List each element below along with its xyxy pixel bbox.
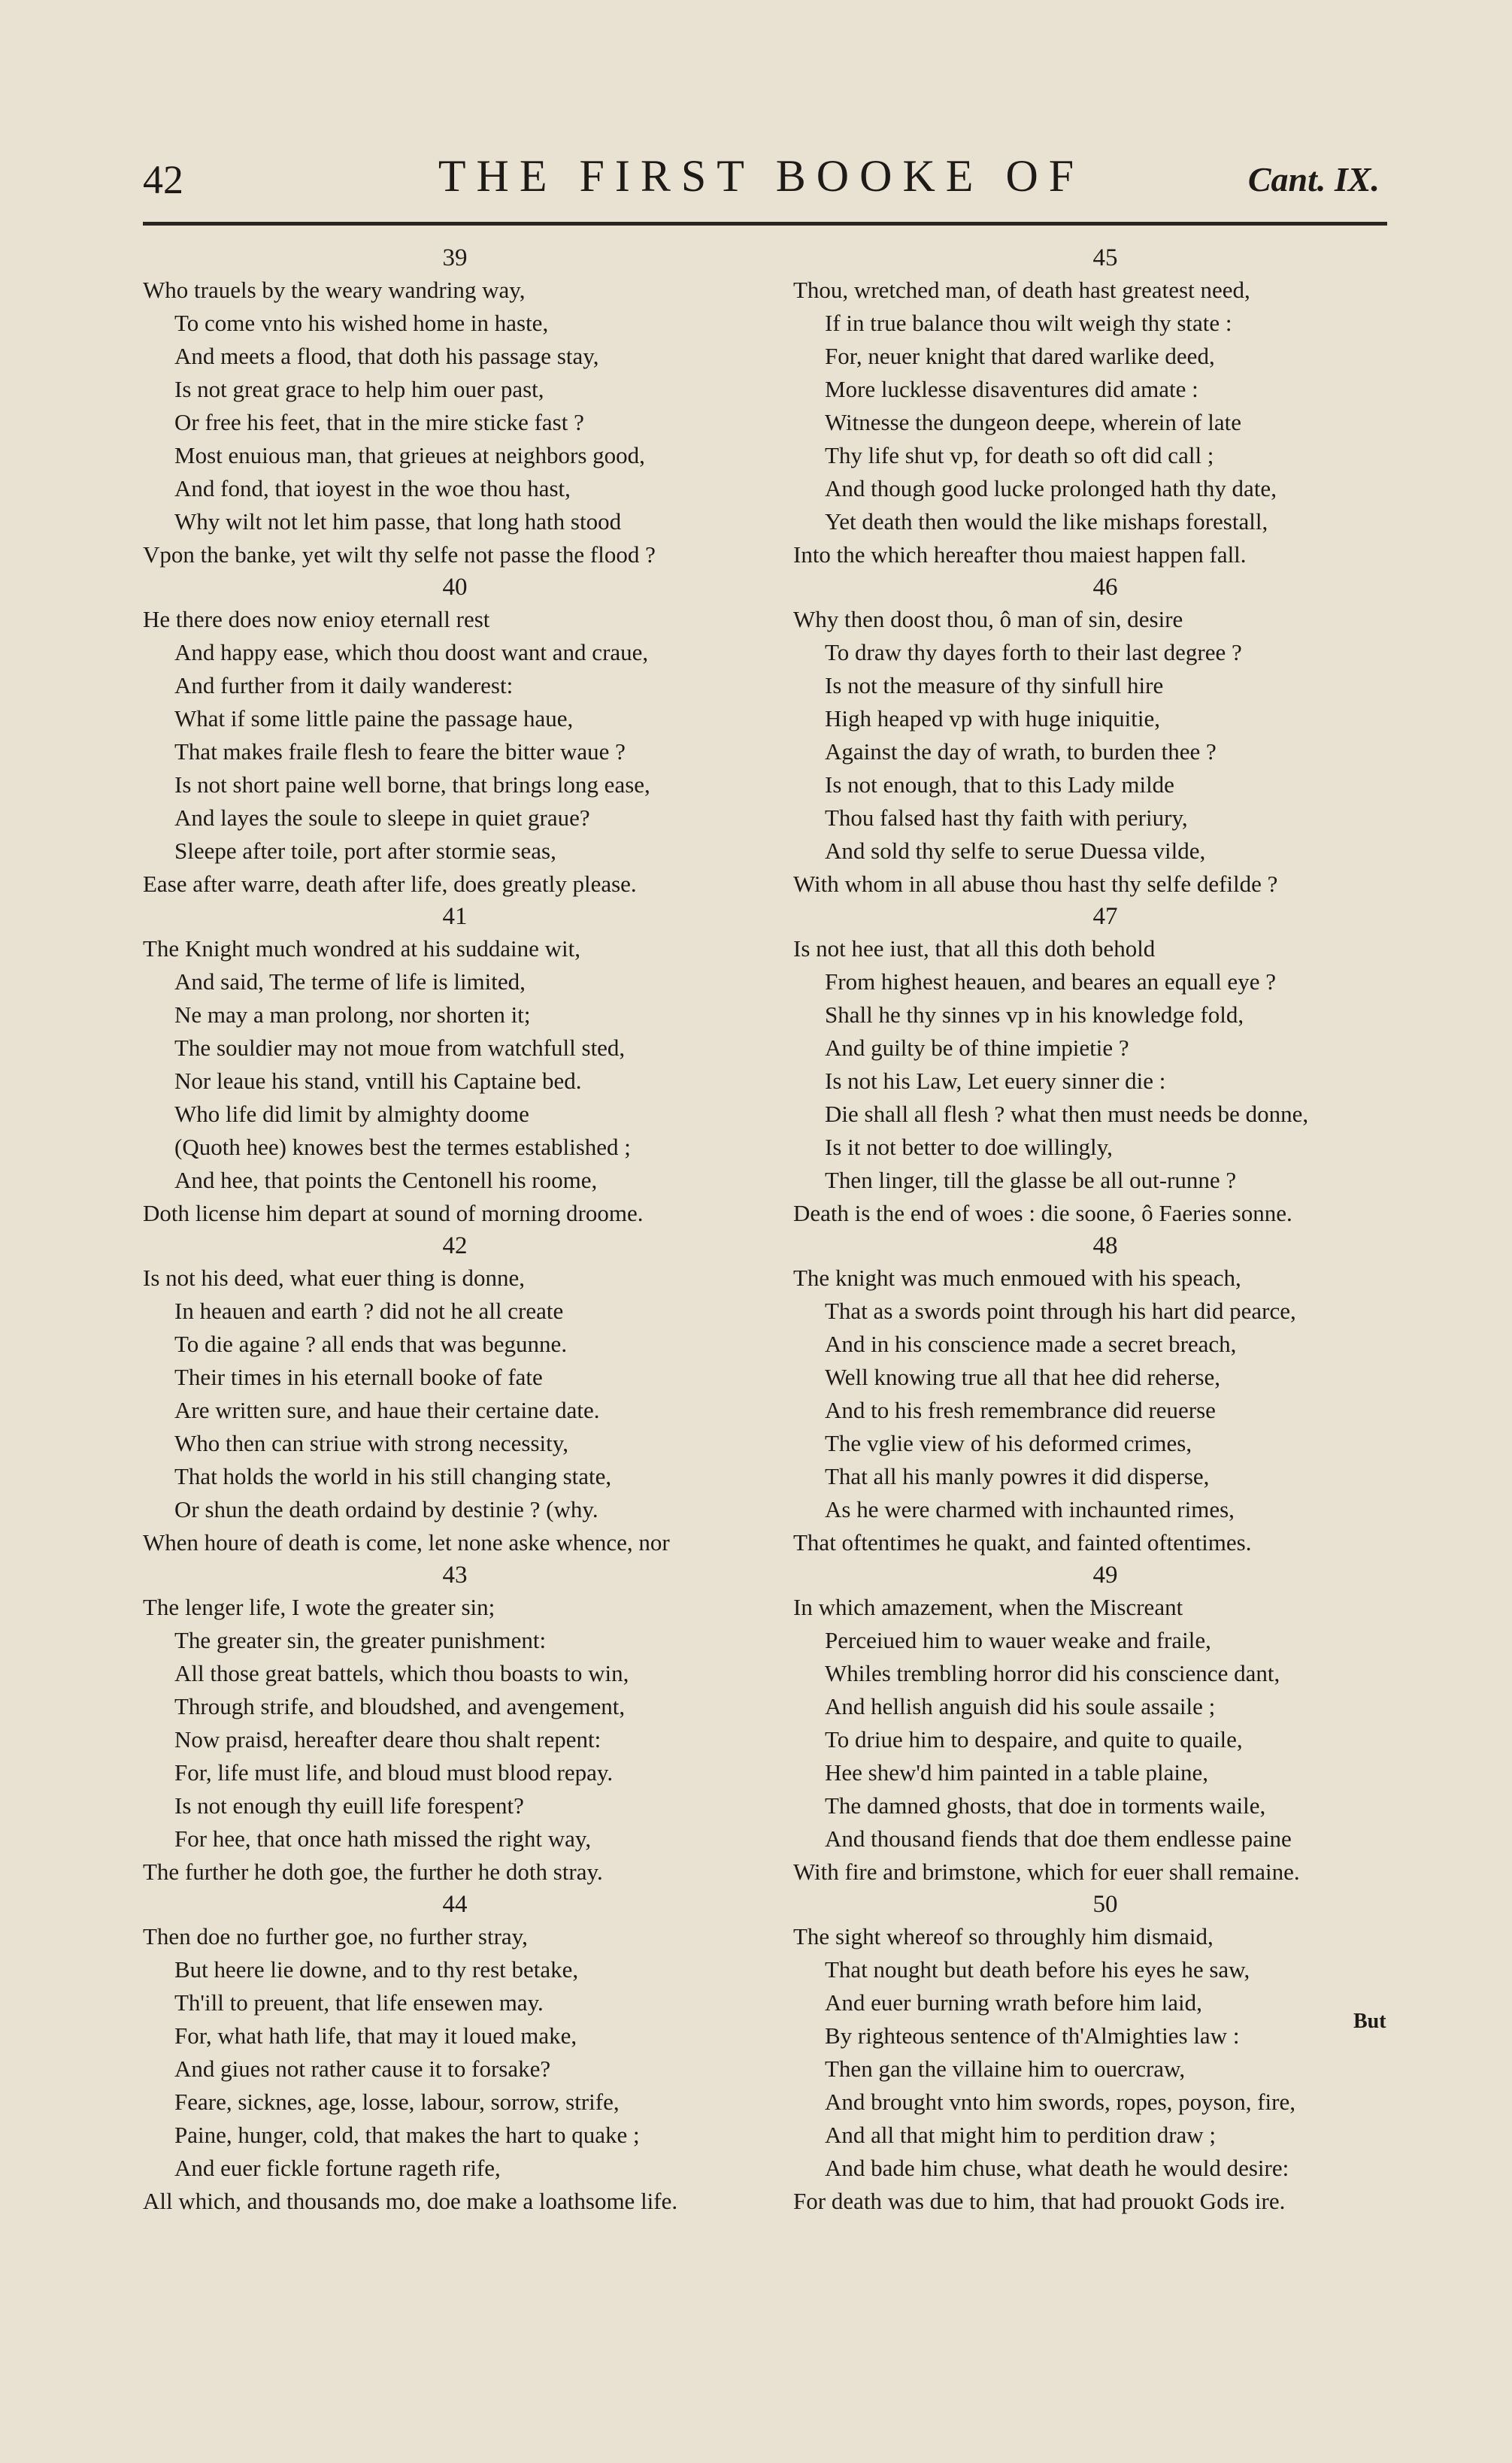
stanza-number: 39 — [442, 244, 468, 271]
verse-line: And fond, that ioyest in the woe thou hast, — [174, 475, 571, 501]
verse-line: If in true balance thou wilt weigh thy state : — [825, 310, 1232, 336]
verse-line: All those great battels, which thou boasts to win, — [174, 1660, 629, 1686]
verse-line: For, life must life, and bloud must blood repay. — [174, 1759, 614, 1786]
verse-line: Sleepe after toile, port after stormie seas, — [174, 838, 556, 864]
verse-line: Who then can striue with strong necessity, — [174, 1430, 569, 1456]
verse-line: The Knight much wondred at his suddaine wit, — [143, 935, 581, 962]
running-title: THE FIRST BOOKE OF — [438, 151, 1085, 201]
verse-line: Paine, hunger, cold, that makes the hart to quake ; — [174, 2122, 640, 2148]
verse-line: And euer fickle fortune rageth rife, — [174, 2155, 501, 2181]
verse-line: Well knowing true all that hee did reherse, — [825, 1364, 1221, 1390]
verse-line: For, neuer knight that dared warlike deed, — [825, 343, 1215, 369]
verse-line: And happy ease, which thou doost want and craue, — [174, 639, 649, 665]
verse-line: Thou falsed hast thy faith with periury, — [825, 804, 1188, 831]
verse-line: Into the which hereafter thou maiest happen fall. — [793, 541, 1247, 568]
verse-line: Witnesse the dungeon deepe, wherein of late — [825, 409, 1241, 435]
verse-line: To die againe ? all ends that was begunne. — [174, 1331, 568, 1357]
verse-line: All which, and thousands mo, doe make a loathsome life. — [143, 2188, 678, 2214]
verse-line: Is not great grace to help him ouer past, — [174, 376, 544, 402]
verse-line: Nor leaue his stand, vntill his Captaine bed. — [174, 1068, 582, 1094]
verse-line: Against the day of wrath, to burden thee ? — [825, 738, 1217, 765]
page-header — [143, 150, 1380, 211]
verse-line: Shall he thy sinnes vp in his knowledge fold, — [825, 1001, 1244, 1028]
stanza-number: 42 — [442, 1232, 468, 1259]
verse-line: That makes fraile flesh to feare the bitter waue ? — [174, 738, 626, 765]
verse-line: In heauen and earth ? did not he all create — [174, 1298, 564, 1324]
verse-line: For, what hath life, that may it loued make, — [174, 2022, 577, 2049]
verse-line: Why then doost thou, ô man of sin, desire — [793, 606, 1183, 632]
verse-line: The damned ghosts, that doe in torments waile, — [825, 1792, 1266, 1819]
verse-line: And all that might him to perdition draw ; — [825, 2122, 1217, 2148]
verse-line: To driue him to despaire, and quite to quaile, — [825, 1726, 1243, 1753]
stanza-number: 47 — [1092, 903, 1118, 930]
verse-line: Whiles trembling horror did his conscience dant, — [825, 1660, 1280, 1686]
stanza-number: 43 — [442, 1562, 468, 1589]
verse-line: More lucklesse disaventures did amate : — [825, 376, 1198, 402]
page-number: 42 — [143, 157, 183, 202]
verse-line: Who life did limit by almighty doome — [174, 1101, 529, 1127]
verse-line: Who trauels by the weary wandring way, — [143, 277, 526, 303]
verse-line: The sight whereof so throughly him dismaid, — [793, 1923, 1214, 1949]
verse-line: And euer burning wrath before him laid, — [825, 1989, 1202, 2016]
verse-line: As he were charmed with inchaunted rimes, — [825, 1496, 1235, 1522]
verse-line: Is not hee iust, that all this doth behold — [793, 935, 1156, 962]
verse-line: Hee shew'd him painted in a table plaine, — [825, 1759, 1209, 1786]
verse-line: When houre of death is come, let none aske whence, nor — [143, 1529, 670, 1556]
verse-line: Vpon the banke, yet wilt thy selfe not passe the flood ? — [143, 541, 656, 568]
verse-line: And thousand fiends that doe them endlesse paine — [825, 1825, 1292, 1852]
verse-line: The vglie view of his deformed crimes, — [825, 1430, 1192, 1456]
verse-line: Is not his deed, what euer thing is donne, — [143, 1265, 525, 1291]
verse-line: And in his conscience made a secret breach, — [825, 1331, 1237, 1357]
verse-line: The knight was much enmoued with his speach, — [793, 1265, 1241, 1291]
verse-line: Now praisd, hereafter deare thou shalt repent: — [174, 1726, 601, 1753]
verse-line: Yet death then would the like mishaps forestall, — [825, 508, 1268, 535]
verse-line: And guilty be of thine impietie ? — [825, 1035, 1129, 1061]
verse-line: And giues not rather cause it to forsake? — [174, 2056, 551, 2082]
catchword: But — [1353, 2010, 1386, 2033]
verse-line: That holds the world in his still changing state, — [174, 1463, 612, 1489]
verse-line: And brought vnto him swords, ropes, poyson, fire, — [825, 2089, 1295, 2115]
right-column — [793, 242, 1417, 2218]
left-column — [143, 242, 767, 2218]
verse-line: And layes the soule to sleepe in quiet graue? — [174, 804, 590, 831]
verse-line: In which amazement, when the Miscreant — [793, 1594, 1183, 1620]
verse-line: And hee, that points the Centonell his roome, — [174, 1167, 598, 1193]
stanza-number: 41 — [442, 903, 468, 930]
verse-line: He there does now enioy eternall rest — [143, 606, 490, 632]
stanza-number: 40 — [442, 574, 468, 601]
verse-line: The lenger life, I wote the greater sin; — [143, 1594, 495, 1620]
verse-line: The further he doth goe, the further he doth stray. — [143, 1859, 603, 1885]
canto-label: Cant. IX. — [1247, 160, 1380, 198]
verse-line: And hellish anguish did his soule assaile ; — [825, 1693, 1216, 1719]
verse-line: Why wilt not let him passe, that long hath stood — [174, 508, 622, 535]
verse-line: From highest heauen, and beares an equall eye ? — [825, 968, 1276, 995]
verse-line: With whom in all abuse thou hast thy selfe defilde ? — [793, 871, 1278, 897]
verse-line: Their times in his eternall booke of fate — [174, 1364, 543, 1390]
verse-line: That as a swords point through his hart did pearce, — [825, 1298, 1296, 1324]
verse-line: High heaped vp with huge iniquitie, — [825, 705, 1160, 732]
verse-line: Or free his feet, that in the mire sticke fast ? — [174, 409, 584, 435]
verse-line: Perceiued him to wauer weake and fraile, — [825, 1627, 1211, 1653]
verse-line: Ease after warre, death after life, does greatly please. — [143, 871, 637, 897]
verse-line: Through strife, and bloudshed, and avengement, — [174, 1693, 626, 1719]
verse-line: Then linger, till the glasse be all out-runne ? — [825, 1167, 1237, 1193]
verse-line: Or shun the death ordaind by destinie ? (why. — [174, 1496, 598, 1522]
stanza-number: 46 — [1092, 574, 1118, 601]
stanza-number: 45 — [1092, 244, 1118, 271]
verse-line: Thy life shut vp, for death so oft did call ; — [825, 442, 1214, 468]
verse-line: (Quoth hee) knowes best the termes established ; — [174, 1134, 631, 1160]
verse-line: That nought but death before his eyes he saw, — [825, 1956, 1250, 1983]
verse-line: But heere lie downe, and to thy rest betake, — [174, 1956, 579, 1983]
verse-line: Doth license him depart at sound of morning droome. — [143, 1200, 644, 1226]
verse-line: Ne may a man prolong, nor shorten it; — [174, 1001, 531, 1028]
verse-line: That all his manly powres it did disperse, — [825, 1463, 1210, 1489]
verse-line: That oftentimes he quakt, and fainted oftentimes. — [793, 1529, 1252, 1556]
verse-line: Then doe no further goe, no further stray, — [143, 1923, 528, 1949]
verse-line: And though good lucke prolonged hath thy date, — [825, 475, 1277, 501]
verse-line: With fire and brimstone, which for euer shall remaine. — [793, 1859, 1300, 1885]
verse-line: Is it not better to doe willingly, — [825, 1134, 1113, 1160]
verse-line: For death was due to him, that had prouokt Gods ire. — [793, 2188, 1286, 2214]
verse-line: The greater sin, the greater punishment: — [174, 1627, 547, 1653]
verse-line: And bade him chuse, what death he would desire: — [825, 2155, 1289, 2181]
verse-line: Feare, sicknes, age, losse, labour, sorrow, strife, — [174, 2089, 620, 2115]
stanza-number: 48 — [1092, 1232, 1118, 1259]
verse-line: Is not short paine well borne, that brings long ease, — [174, 771, 650, 798]
verse-line: Is not enough thy euill life forespent? — [174, 1792, 524, 1819]
verse-line: Are written sure, and haue their certaine date. — [174, 1397, 600, 1423]
stanza-number: 44 — [442, 1891, 468, 1918]
verse-line: And to his fresh remembrance did reuerse — [825, 1397, 1216, 1423]
verse-line: Is not the measure of thy sinfull hire — [825, 672, 1164, 698]
verse-line: And sold thy selfe to serue Duessa vilde, — [825, 838, 1206, 864]
verse-line: Then gan the villaine him to ouercraw, — [825, 2056, 1186, 2082]
verse-line: Most enuious man, that grieues at neighbors good, — [174, 442, 645, 468]
stanza-number: 49 — [1092, 1562, 1118, 1589]
verse-line: Th'ill to preuent, that life ensewen may. — [174, 1989, 544, 2016]
verse-line: By righteous sentence of th'Almighties law : — [825, 2022, 1240, 2049]
verse-line: And meets a flood, that doth his passage stay, — [174, 343, 599, 369]
verse-line: Is not enough, that to this Lady milde — [825, 771, 1174, 798]
verse-line: Death is the end of woes : die soone, ô Faeries sonne. — [793, 1200, 1292, 1226]
verse-line: To draw thy dayes forth to their last degree ? — [825, 639, 1242, 665]
verse-line: To come vnto his wished home in haste, — [174, 310, 549, 336]
verse-line: And said, The terme of life is limited, — [174, 968, 526, 995]
header-rule — [143, 222, 1387, 226]
stanza-number: 50 — [1092, 1891, 1118, 1918]
verse-line: What if some little paine the passage haue, — [174, 705, 574, 732]
verse-line: Die shall all flesh ? what then must needs be donne, — [825, 1101, 1309, 1127]
verse-line: The souldier may not moue from watchfull sted, — [174, 1035, 626, 1061]
verse-line: For hee, that once hath missed the right way, — [174, 1825, 592, 1852]
verse-line: Is not his Law, Let euery sinner die : — [825, 1068, 1166, 1094]
verse-line: And further from it daily wanderest: — [174, 672, 514, 698]
verse-line: Thou, wretched man, of death hast greatest need, — [793, 277, 1250, 303]
